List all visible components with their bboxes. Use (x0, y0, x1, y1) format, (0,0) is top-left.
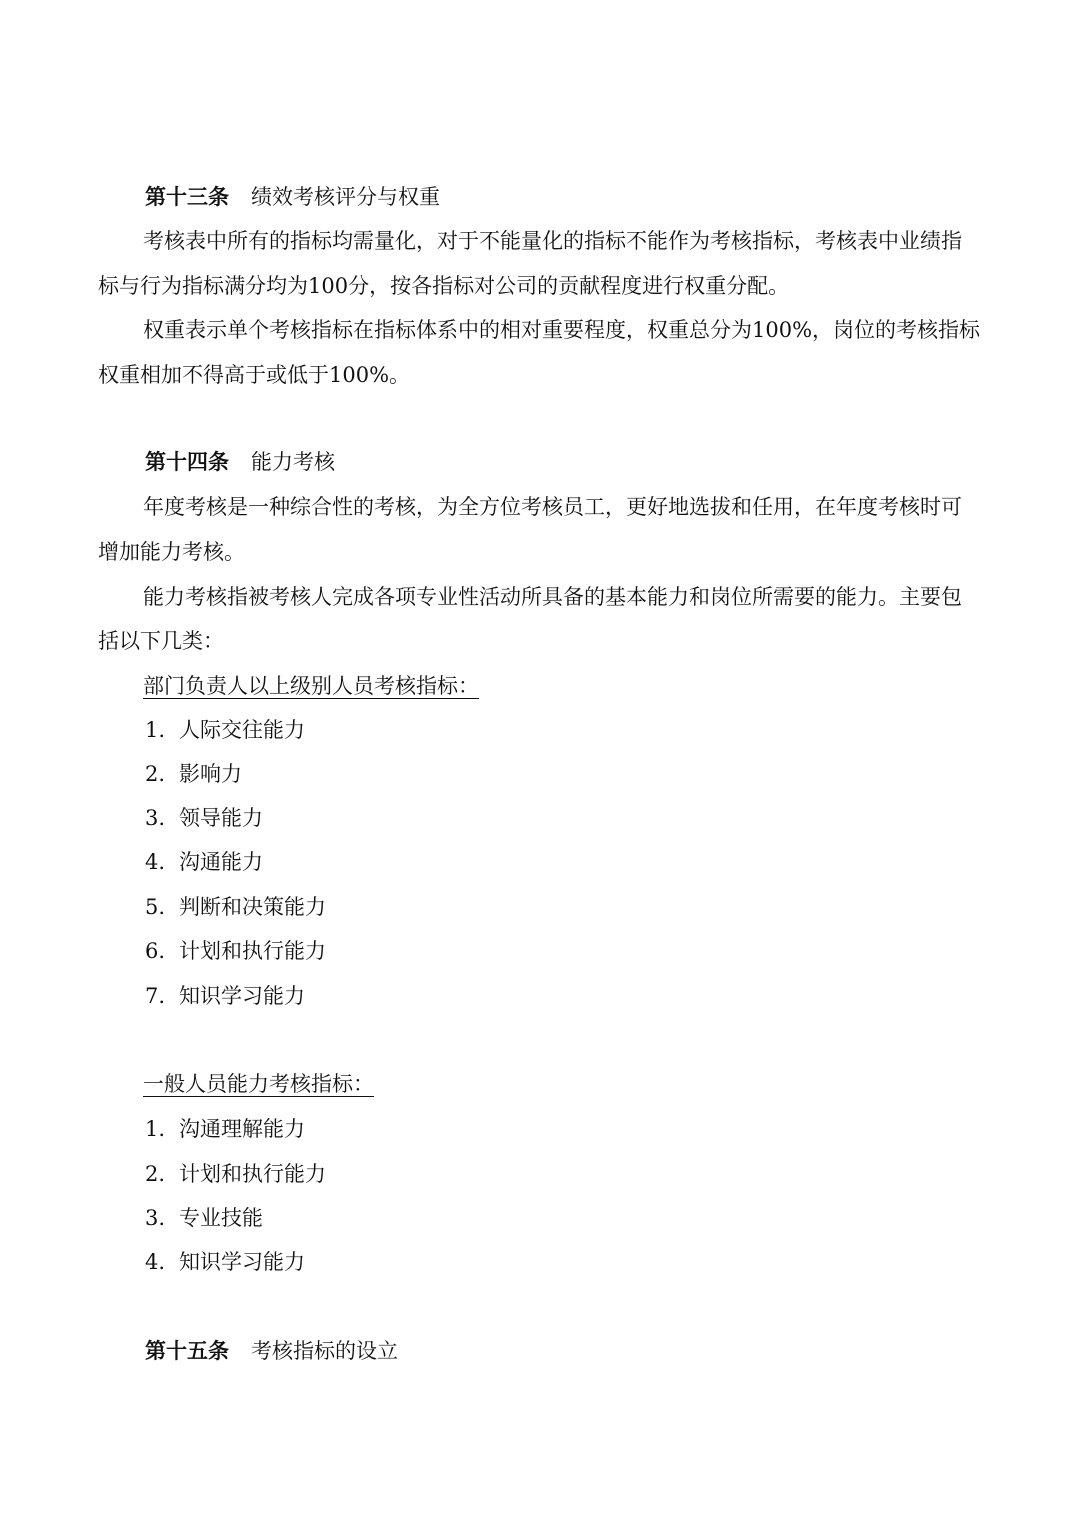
article-14-paragraph-1-line-1: 年度考核是一种综合性的考核，为全方位考核员工，更好地选拔和任用，在年度考核时可 (143, 495, 962, 519)
article-15-heading (0, 1336, 1080, 1366)
list-item-number: 1. (145, 1117, 166, 1141)
list-item (0, 1203, 1080, 1233)
list-item (0, 892, 1080, 922)
list-item-text: 计划和执行能力 (179, 939, 326, 963)
list-item (0, 981, 1080, 1011)
article-14-heading (0, 447, 1080, 477)
article-15-title: 考核指标的设立 (251, 1339, 398, 1363)
article-13-heading (0, 182, 1080, 212)
list-item-text: 影响力 (179, 762, 242, 786)
list-item-text: 领导能力 (179, 806, 263, 830)
article-14-number: 第十四条 (145, 449, 229, 474)
article-13-paragraph-2-line-1: 权重表示单个考核指标在指标体系中的相对重要程度，权重总分为100%，岗位的考核指标 (143, 318, 981, 342)
list-item-number: 7. (145, 984, 166, 1008)
list-item-number: 2. (145, 762, 166, 786)
list-item-text: 知识学习能力 (179, 1250, 305, 1274)
article-15-number: 第十五条 (145, 1338, 229, 1363)
list-item (0, 847, 1080, 877)
article-13-title: 绩效考核评分与权重 (251, 185, 440, 209)
list-item-number: 1. (145, 718, 166, 742)
list-item-number: 6. (145, 939, 166, 963)
article-14-title: 能力考核 (251, 450, 335, 474)
list-item-text: 沟通理解能力 (179, 1117, 305, 1141)
list-item-number: 2. (145, 1162, 166, 1186)
list-item (0, 759, 1080, 789)
list-item-number: 3. (145, 806, 166, 830)
list-item-text: 知识学习能力 (179, 984, 305, 1008)
list-item (0, 1114, 1080, 1144)
list-item-text: 人际交往能力 (179, 718, 305, 742)
list-item-number: 5. (145, 895, 166, 919)
list-item-text: 判断和决策能力 (179, 895, 326, 919)
article-14-paragraph-1-line-2: 增加能力考核。 (98, 540, 245, 564)
list-item (0, 715, 1080, 745)
group-2-heading: 一般人员能力考核指标： (143, 1072, 374, 1096)
group-1-heading: 部门负责人以上级别人员考核指标： (143, 674, 479, 698)
list-item (0, 803, 1080, 833)
list-item (0, 1159, 1080, 1189)
group-1-heading-line (0, 671, 1080, 701)
article-13-paragraph-1-line-2: 标与行为指标满分均为100分，按各指标对公司的贡献程度进行权重分配。 (98, 274, 790, 298)
list-item-text: 沟通能力 (179, 850, 263, 874)
list-item (0, 936, 1080, 966)
group-2-heading-line (0, 1069, 1080, 1099)
article-13-number: 第十三条 (145, 184, 229, 209)
article-13-paragraph-1-line-1: 考核表中所有的指标均需量化，对于不能量化的指标不能作为考核指标，考核表中业绩指 (143, 229, 962, 253)
article-14-paragraph-2-line-2: 括以下几类： (98, 629, 224, 653)
article-13-paragraph-2-line-2: 权重相加不得高于或低于100%。 (98, 363, 411, 387)
list-item (0, 1247, 1080, 1277)
list-item-text: 专业技能 (179, 1206, 263, 1230)
list-item-text: 计划和执行能力 (179, 1162, 326, 1186)
list-item-number: 4. (145, 1250, 166, 1274)
list-item-number: 4. (145, 850, 166, 874)
article-14-paragraph-2-line-1: 能力考核指被考核人完成各项专业性活动所具备的基本能力和岗位所需要的能力。主要包 (143, 585, 962, 609)
list-item-number: 3. (145, 1206, 166, 1230)
